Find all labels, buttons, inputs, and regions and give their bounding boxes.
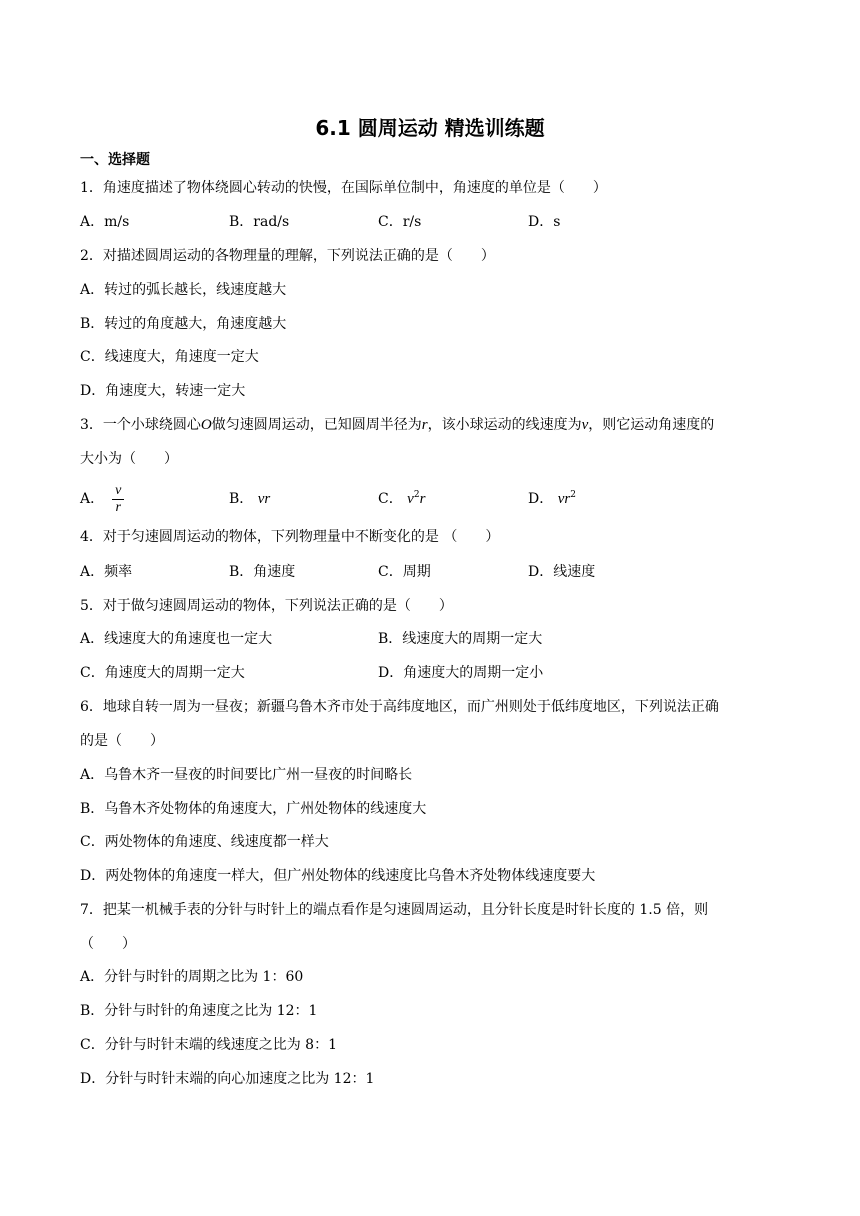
exponent: 2: [413, 490, 420, 500]
question-3-stem-line-2: 大小为（ ）: [80, 451, 178, 467]
fraction-numerator: v: [112, 483, 124, 500]
question-7-option-d: D．分针与时针末端的向心加速度之比为 12：1: [80, 1071, 375, 1087]
question-7-stem-line-2: （ ）: [80, 936, 136, 952]
question-3-stem: [80, 415, 714, 435]
question-2-option-a: A．转过的弧长越长，线速度越大: [80, 282, 287, 298]
question-2-option-d: D．角速度大，转速一定大: [80, 383, 246, 399]
question-1-option-c: C．r/s: [378, 214, 422, 230]
option-b-label: B．: [229, 491, 254, 507]
page-title: 6.1 圆周运动 精选训练题: [315, 116, 545, 140]
question-1-option-a: A．m/s: [80, 214, 130, 230]
question-1-option-d: D．s: [528, 214, 561, 230]
question-6-option-a: A．乌鲁木齐一昼夜的时间要比广州一昼夜的时间略长: [80, 767, 413, 783]
question-3-option-d: [528, 489, 576, 509]
expression-base: v: [407, 491, 414, 507]
option-a-label: A．: [80, 491, 105, 507]
question-1-stem: 1．角速度描述了物体绕圆心转动的快慢，在国际单位制中，角速度的单位是（ ）: [80, 180, 607, 196]
question-5-option-c: C．角速度大的周期一定大: [80, 665, 245, 681]
section-heading: 一、选择题: [80, 152, 150, 168]
option-c-label: C．: [378, 491, 403, 507]
question-4-option-b: B．角速度: [229, 564, 296, 580]
question-4-option-c: C．周期: [378, 564, 431, 580]
question-7-option-b: B．分针与时针的角速度之比为 12：1: [80, 1003, 318, 1019]
option-d-label: D．: [528, 491, 554, 507]
question-6-option-b: B．乌鲁木齐处物体的角速度大，广州处物体的线速度大: [80, 801, 427, 817]
question-2-option-c: C．线速度大，角速度一定大: [80, 349, 259, 365]
question-3-option-a: [80, 482, 124, 516]
question-3-stem-part: 做匀速圆周运动，已知圆周半径为: [211, 417, 422, 433]
question-4-option-d: D．线速度: [528, 564, 596, 580]
question-7-option-c: C．分针与时针末端的线速度之比为 8：1: [80, 1037, 337, 1053]
question-6-option-c: C．两处物体的角速度、线速度都一样大: [80, 834, 329, 850]
question-6-option-d: D．两处物体的角速度一样大，但广州处物体的线速度比乌鲁木齐处物体线速度要大: [80, 868, 596, 884]
fraction-denominator: r: [115, 499, 121, 515]
question-4-stem: 4．对于匀速圆周运动的物体，下列物理量中不断变化的是 （ ）: [80, 529, 500, 545]
question-2-stem: 2．对描述圆周运动的各物理量的理解，下列说法正确的是（ ）: [80, 248, 495, 264]
question-7-stem: 7．把某一机械手表的分针与时针上的端点看作是匀速圆周运动，且分针长度是时针长度的 1.5 倍，则: [80, 902, 709, 918]
expression-rest: r: [419, 491, 426, 507]
variable-o: O: [200, 417, 212, 433]
expression-vr: vr: [257, 491, 271, 507]
question-3-stem-part: 3．一个小球绕圆心: [80, 417, 201, 433]
question-3-stem-part: ，则它运动角速度的: [588, 417, 715, 433]
question-6-stem-line-2: 的是（ ）: [80, 733, 164, 749]
question-2-option-b: B．转过的角度越大，角速度越大: [80, 316, 287, 332]
question-3-option-b: [229, 489, 270, 509]
question-5-option-a: A．线速度大的角速度也一定大: [80, 631, 273, 647]
variable-r: r: [421, 417, 428, 433]
question-5-option-b: B．线速度大的周期一定大: [378, 631, 543, 647]
question-1-option-b: B．rad/s: [229, 214, 290, 230]
exponent: 2: [570, 490, 576, 500]
question-5-stem: 5．对于做匀速圆周运动的物体，下列说法正确的是（ ）: [80, 598, 453, 614]
question-7-option-a: A．分针与时针的周期之比为 1：60: [80, 969, 304, 985]
question-3-option-c: [378, 489, 425, 509]
expression-base: vr: [557, 491, 571, 507]
fraction-v-over-r: [112, 483, 124, 516]
question-5-option-d: D．角速度大的周期一定小: [378, 665, 544, 681]
question-6-stem: 6．地球自转一周为一昼夜；新疆乌鲁木齐市处于高纬度地区，而广州则处于低纬度地区，下列说法正确: [80, 699, 719, 715]
question-3-stem-part: ，该小球运动的线速度为: [427, 417, 582, 433]
question-4-option-a: A．频率: [80, 564, 133, 580]
variable-v: v: [581, 417, 589, 433]
